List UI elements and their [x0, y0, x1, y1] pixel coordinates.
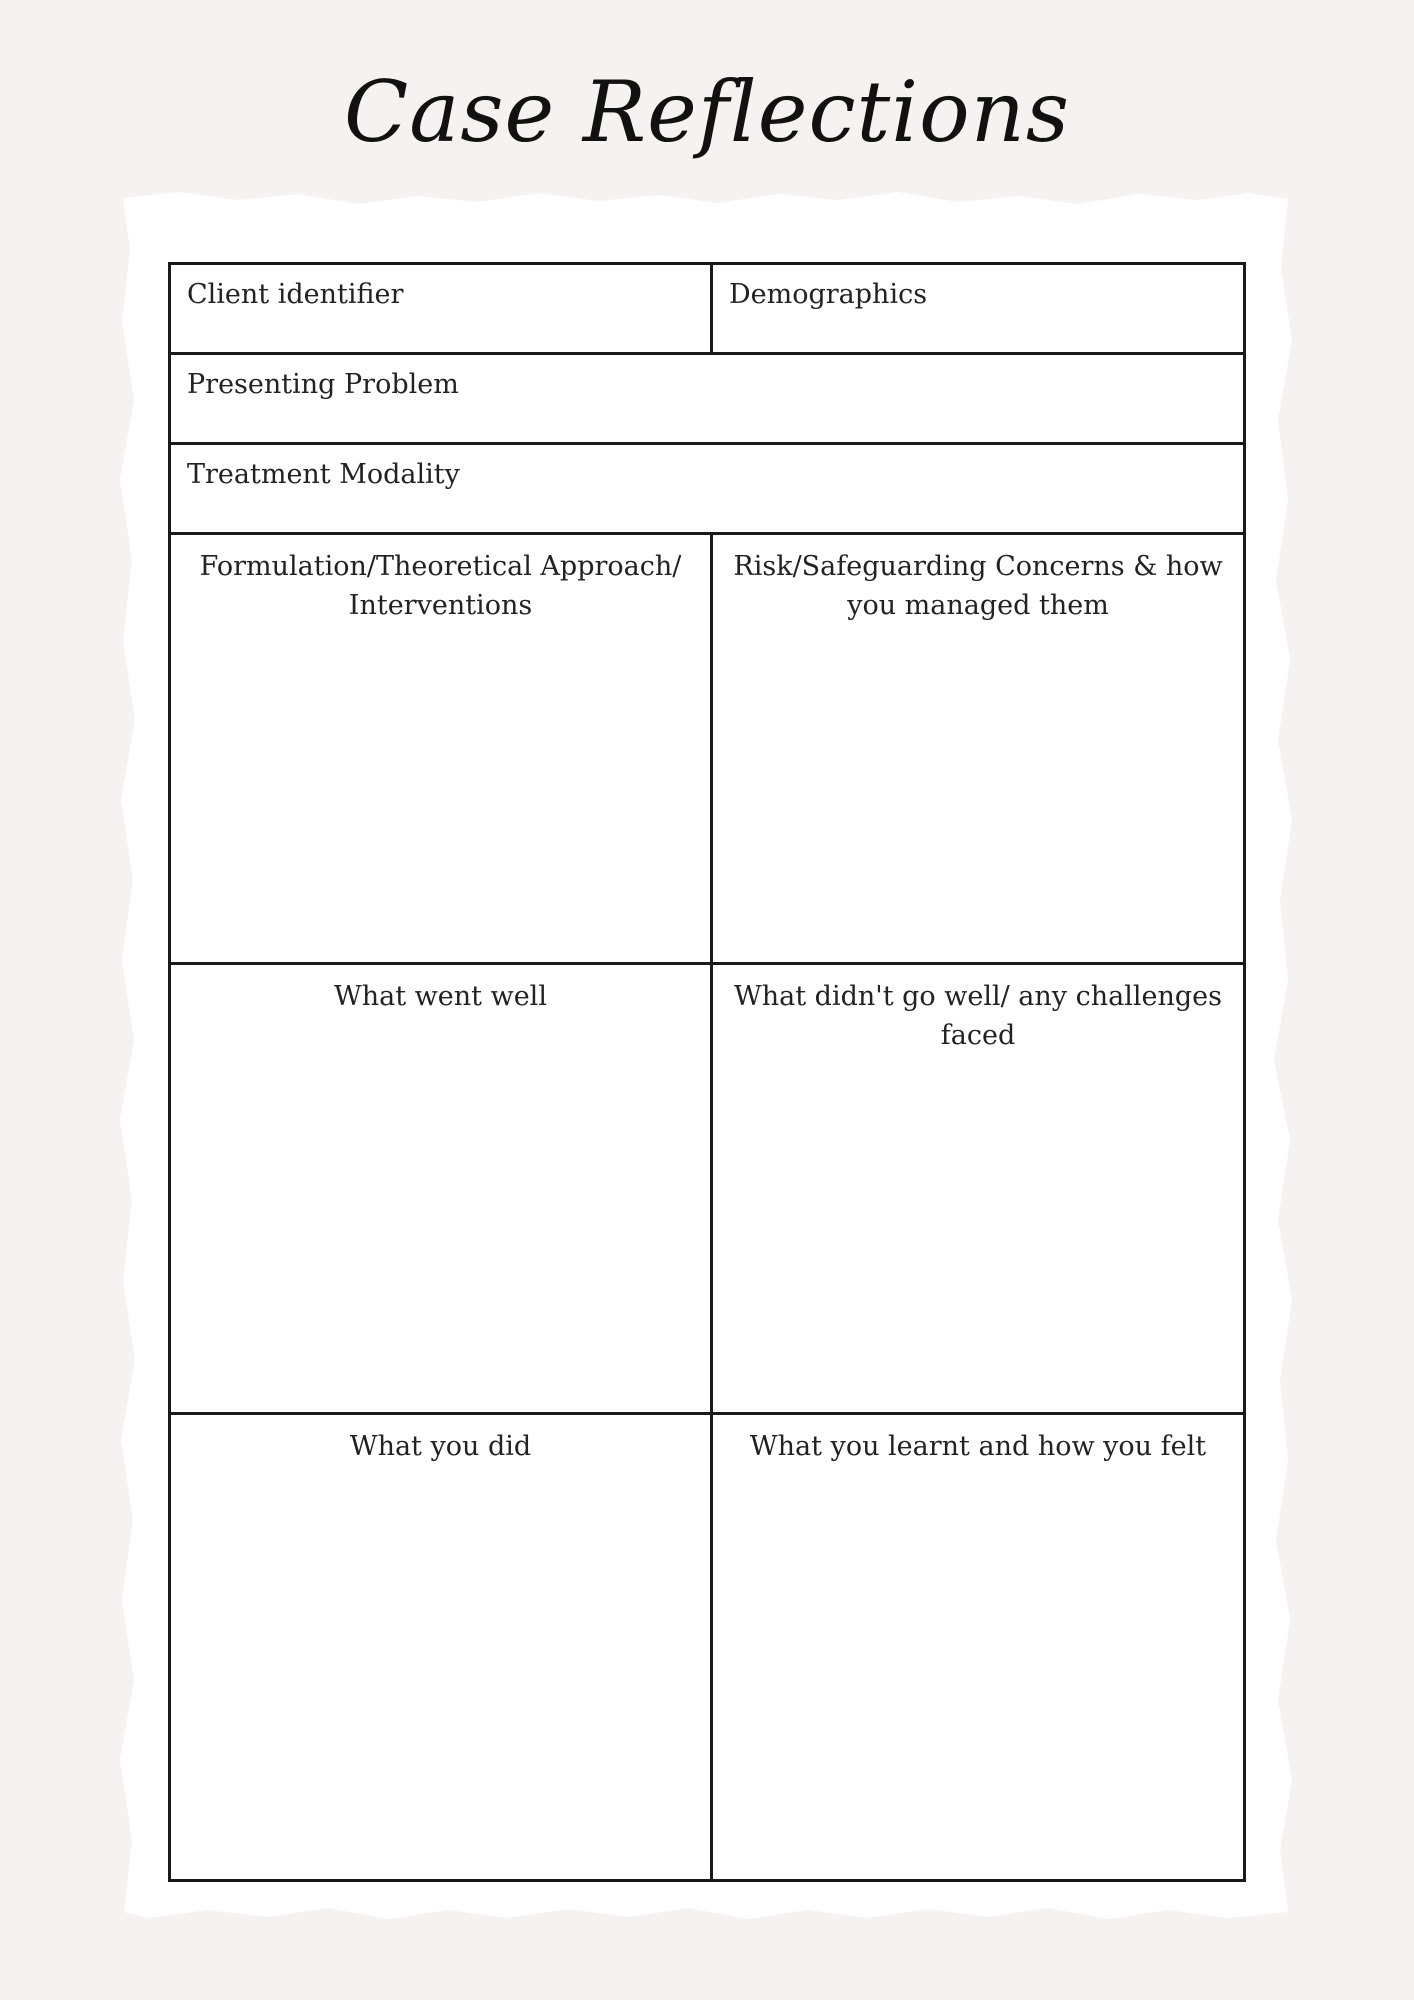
client-identifier-field[interactable] — [171, 265, 713, 355]
demographics-field[interactable] — [713, 265, 1243, 355]
page-title: Case Reflections — [344, 63, 1070, 161]
what-went-well-label: What went well — [334, 981, 547, 1012]
what-you-did-field[interactable] — [171, 1415, 713, 1879]
demographics-label: Demographics — [729, 279, 928, 310]
case-reflection-form — [168, 262, 1246, 1882]
presenting-problem-label: Presenting Problem — [187, 369, 459, 400]
risk-safeguarding-field[interactable] — [713, 535, 1243, 965]
treatment-modality-field[interactable] — [171, 445, 1243, 535]
risk-safeguarding-label: Risk/Safeguarding Concerns & how you managed them — [733, 551, 1223, 621]
what-you-learnt-field[interactable] — [713, 1415, 1243, 1879]
presenting-problem-field[interactable] — [171, 355, 1243, 445]
client-identifier-label: Client identifier — [187, 279, 404, 310]
formulation-field[interactable] — [171, 535, 713, 965]
what-didnt-go-well-label: What didn't go well/ any challenges faced — [734, 981, 1222, 1051]
treatment-modality-label: Treatment Modality — [187, 459, 460, 490]
what-didnt-go-well-field[interactable] — [713, 965, 1243, 1415]
formulation-label: Formulation/Theoretical Approach/ Interventions — [199, 551, 682, 621]
what-you-learnt-label: What you learnt and how you felt — [749, 1431, 1207, 1462]
what-went-well-field[interactable] — [171, 965, 713, 1415]
what-you-did-label: What you did — [349, 1431, 532, 1462]
